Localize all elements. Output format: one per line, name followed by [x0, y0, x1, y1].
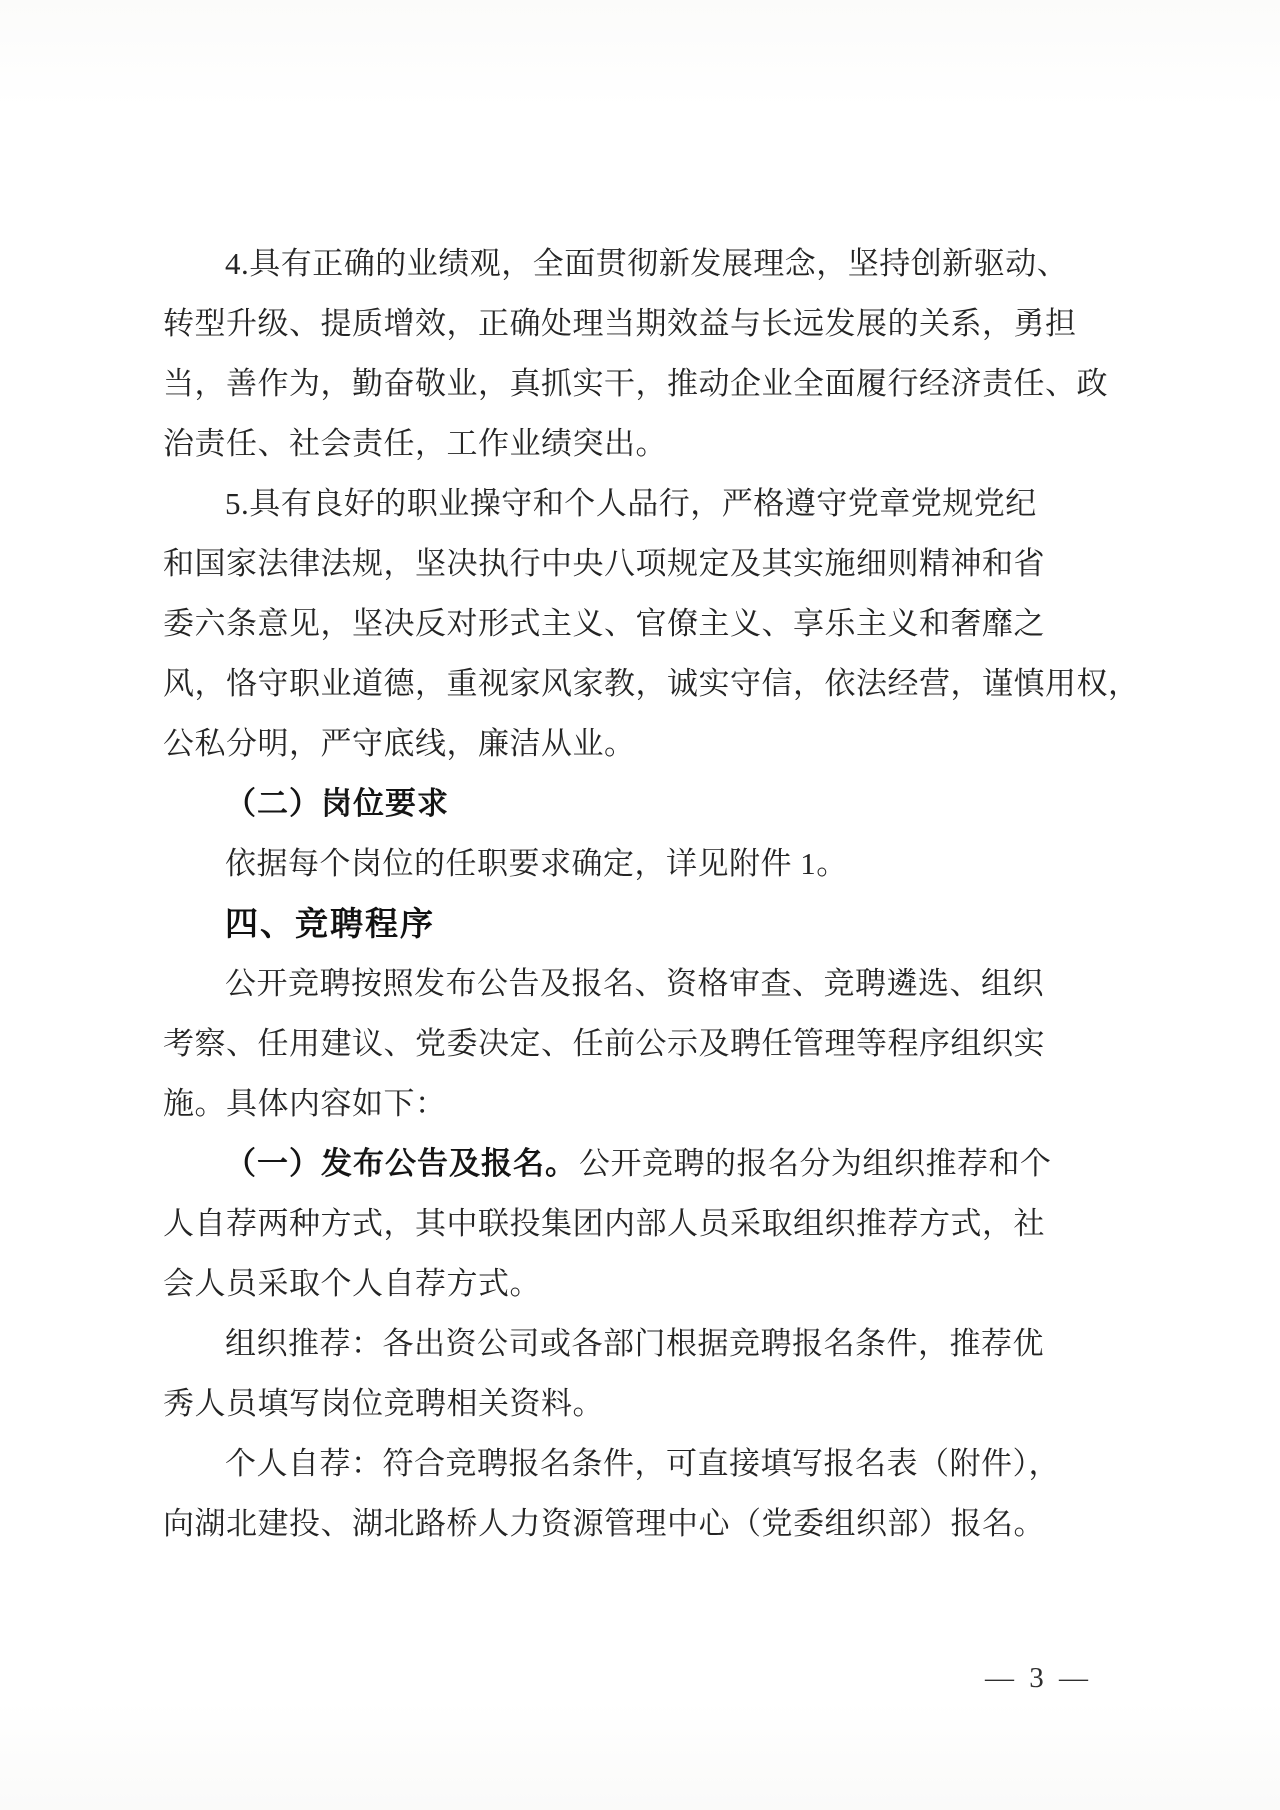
doc-line: 转型升级、提质增效，正确处理当期效益与长远发展的关系，勇担	[163, 306, 1077, 341]
doc-line: 考察、任用建议、党委决定、任前公示及聘任管理等程序组织实	[163, 1026, 1045, 1061]
doc-line: 个人自荐：符合竞聘报名条件，可直接填写报名表（附件），	[225, 1446, 1060, 1481]
doc-line-text: 公开竞聘的报名分为组织推荐和个	[579, 1146, 1052, 1181]
subsection-heading-announcement-lead: （一）发布公告及报名。	[225, 1146, 577, 1181]
doc-line: 组织推荐：各出资公司或各部门根据竞聘报名条件，推荐优	[225, 1326, 1044, 1361]
doc-line: 人自荐两种方式，其中联投集团内部人员采取组织推荐方式，社	[163, 1206, 1045, 1241]
doc-line: 当，善作为，勤奋敬业，真抓实干，推动企业全面履行经济责任、政	[163, 366, 1108, 401]
doc-line	[163, 1134, 1128, 1194]
doc-line: 风，恪守职业道德，重视家风家教，诚实守信，依法经营，谨慎用权，	[163, 666, 1140, 701]
doc-line: 依据每个岗位的任职要求确定，详见附件 1。	[225, 846, 848, 881]
doc-line: 公私分明，严守底线，廉洁从业。	[163, 726, 636, 761]
page-number: — 3 —	[985, 1662, 1092, 1694]
document-body	[163, 234, 1140, 1554]
doc-line: 治责任、社会责任，工作业绩突出。	[163, 426, 667, 461]
doc-line: 5.具有良好的职业操守和个人品行，严格遵守党章党规党纪	[225, 486, 1037, 521]
doc-line: 委六条意见，坚决反对形式主义、官僚主义、享乐主义和奢靡之	[163, 606, 1045, 641]
doc-line: 会人员采取个人自荐方式。	[163, 1266, 541, 1301]
doc-line: 秀人员填写岗位竞聘相关资料。	[163, 1386, 604, 1421]
doc-line: 和国家法律法规，坚决执行中央八项规定及其实施细则精神和省	[163, 546, 1045, 581]
doc-line: 施。具体内容如下：	[163, 1086, 447, 1121]
section-heading-recruitment-procedure: 四、竞聘程序	[225, 905, 435, 942]
doc-line: 公开竞聘按照发布公告及报名、资格审查、竞聘遴选、组织	[225, 966, 1044, 1001]
subsection-heading-job-requirements: （二）岗位要求	[225, 786, 449, 821]
doc-line: 4.具有正确的业绩观，全面贯彻新发展理念，坚持创新驱动、	[225, 246, 1069, 281]
doc-line: 向湖北建投、湖北路桥人力资源管理中心（党委组织部）报名。	[163, 1506, 1045, 1541]
